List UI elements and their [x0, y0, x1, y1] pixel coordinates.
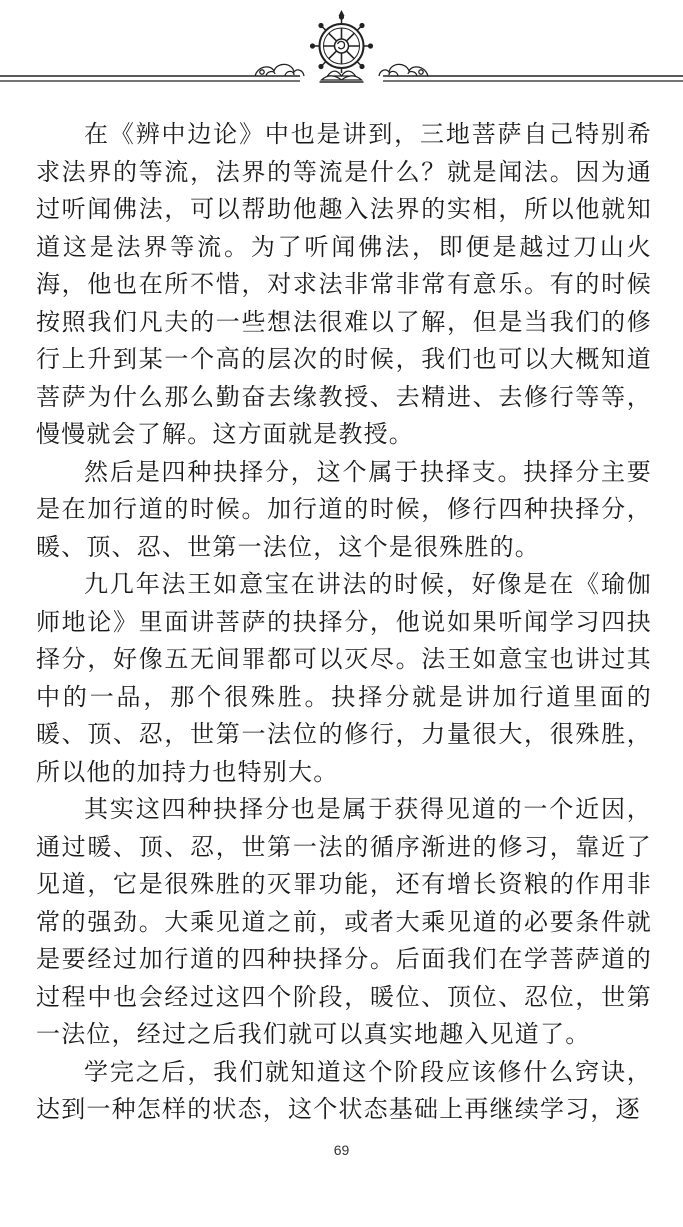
- header-ornament: [0, 0, 683, 100]
- cloud-right-icon: [379, 64, 428, 76]
- page-header: [0, 0, 683, 100]
- paragraph: 然后是四种抉择分，这个属于抉择支。抉择分主要是在加行道的时候。加行道的时候，修行四种抉择分，暖、顶、忍、世第一法位，这个是很殊胜的。: [36, 457, 652, 561]
- main-text: [36, 116, 652, 1129]
- dharma-wheel-icon: [310, 10, 373, 82]
- paragraph: 在《辨中边论》中也是讲到，三地菩萨自己特别希求法界的等流，法界的等流是什么？就是闻法。因为通过听闻佛法，可以帮助他趣入法界的实相，所以他就知道这是法界等流。为了听闻佛法，即便是越过刀山火海，他也在所不惜，对求法非常非常有意乐。有的时候按照我们凡夫的一些想法很难以了解，但是当我们的修行上升到某一个高的层次的时候，我们也可以大概知道菩萨为什么那么勤奋去缘教授、去精进、去修行等等，慢慢就会了解。这方面就是教授。: [36, 120, 652, 448]
- paragraph: 其实这四种抉择分也是属于获得见道的一个近因，通过暖、顶、忍，世第一法的循序渐进的修习，靠近了见道，它是很殊胜的灭罪功能，还有增长资粮的作用非常的强劲。大乘见道之前，或者大乘见道的必要条件就是要经过加行道的四种抉择分。后面我们在学菩萨道的过程中也会经过这四个阶段，暖位、顶位、忍位，世第一法位，经过之后我们就可以真实地趣入见道了。: [36, 795, 652, 1048]
- page-number: 69: [333, 1142, 350, 1158]
- paragraph: 九几年法王如意宝在讲法的时候，好像是在《瑜伽师地论》里面讲菩萨的抉择分，他说如果听闻学习四抉择分，好像五无间罪都可以灭尽。法王如意宝也讲过其中的一品，那个很殊胜。抉择分就是讲加行道里面的暖、顶、忍，世第一法位的修行，力量很大，很殊胜，所以他的加持力也特别大。: [36, 570, 652, 786]
- cloud-left-icon: [255, 64, 304, 76]
- paragraph: 学完之后，我们就知道这个阶段应该修什么窍诀，达到一种怎样的状态，这个状态基础上再继续学习，逐: [36, 1057, 652, 1123]
